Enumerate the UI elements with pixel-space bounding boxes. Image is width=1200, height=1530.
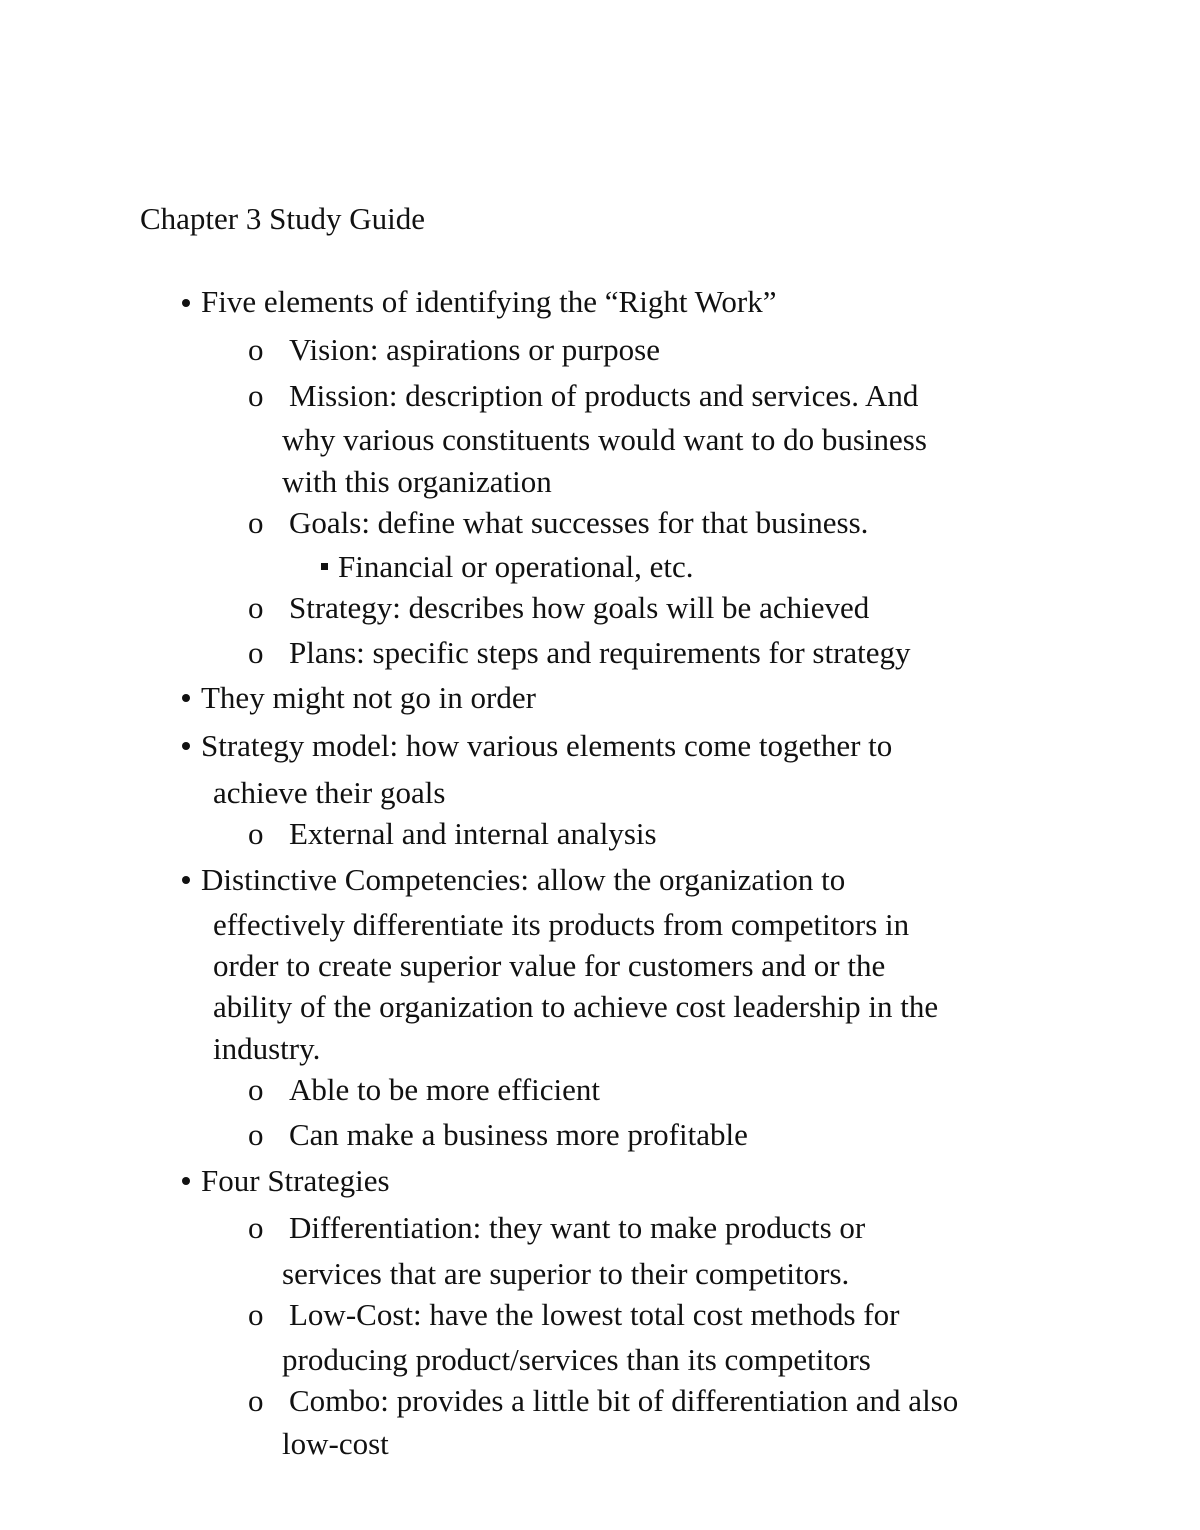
list-item-continuation: achieve their goals [213, 775, 446, 810]
list-item-continuation: order to create superior value for customers and or the [213, 948, 886, 983]
sub-bullet-marker: o [248, 505, 264, 540]
list-item-continuation: industry. [213, 1031, 321, 1066]
sub-list-item: Vision: aspirations or purpose [289, 332, 660, 367]
sub-list-item: Mission: description of products and services. And [289, 378, 919, 413]
list-item: Five elements of identifying the “Right Work” [201, 284, 777, 319]
sub-list-item-continuation: services that are superior to their competitors. [282, 1256, 850, 1291]
sub-list-item: Able to be more efficient [289, 1072, 601, 1107]
sub-list-item-continuation: with this organization [282, 464, 552, 499]
bullet-dot [182, 299, 190, 307]
sub-bullet-marker: o [248, 590, 264, 625]
sub-list-item: Combo: provides a little bit of differentiation and also [289, 1383, 959, 1418]
sub-bullet-marker: o [248, 1117, 264, 1152]
bullet-dot [182, 876, 190, 884]
sub-bullet-marker: o [248, 1297, 264, 1332]
list-item: Distinctive Competencies: allow the organization to [201, 862, 846, 897]
sub-bullet-marker: o [248, 332, 264, 367]
sub-list-item: Differentiation: they want to make products or [289, 1210, 866, 1245]
list-item: They might not go in order [201, 680, 536, 715]
list-item: Strategy model: how various elements come together to [201, 728, 893, 763]
sub-list-item-continuation: low-cost [282, 1426, 389, 1461]
tertiary-bullet-square [321, 563, 328, 570]
list-item: Four Strategies [201, 1163, 390, 1198]
sub-list-item: External and internal analysis [289, 816, 657, 851]
bullet-dot [182, 694, 190, 702]
sub-list-item: Low-Cost: have the lowest total cost methods for [289, 1297, 900, 1332]
sub-list-item: Goals: define what successes for that business. [289, 505, 869, 540]
sub-list-item-continuation: why various constituents would want to do business [282, 422, 927, 457]
tertiary-list-item: Financial or operational, etc. [338, 549, 694, 584]
sub-bullet-marker: o [248, 635, 264, 670]
sub-bullet-marker: o [248, 1072, 264, 1107]
list-item-continuation: effectively differentiate its products from competitors in [213, 907, 910, 942]
sub-list-item-continuation: producing product/services than its competitors [282, 1342, 871, 1377]
sub-list-item: Plans: specific steps and requirements for strategy [289, 635, 911, 670]
sub-bullet-marker: o [248, 1383, 264, 1418]
sub-bullet-marker: o [248, 1210, 264, 1245]
sub-bullet-marker: o [248, 378, 264, 413]
list-item-continuation: ability of the organization to achieve cost leadership in the [213, 989, 939, 1024]
bullet-dot [182, 742, 190, 750]
sub-list-item: Strategy: describes how goals will be achieved [289, 590, 870, 625]
sub-list-item: Can make a business more profitable [289, 1117, 748, 1152]
sub-bullet-marker: o [248, 816, 264, 851]
bullet-dot [182, 1177, 190, 1185]
page-title: Chapter 3 Study Guide [140, 201, 425, 236]
